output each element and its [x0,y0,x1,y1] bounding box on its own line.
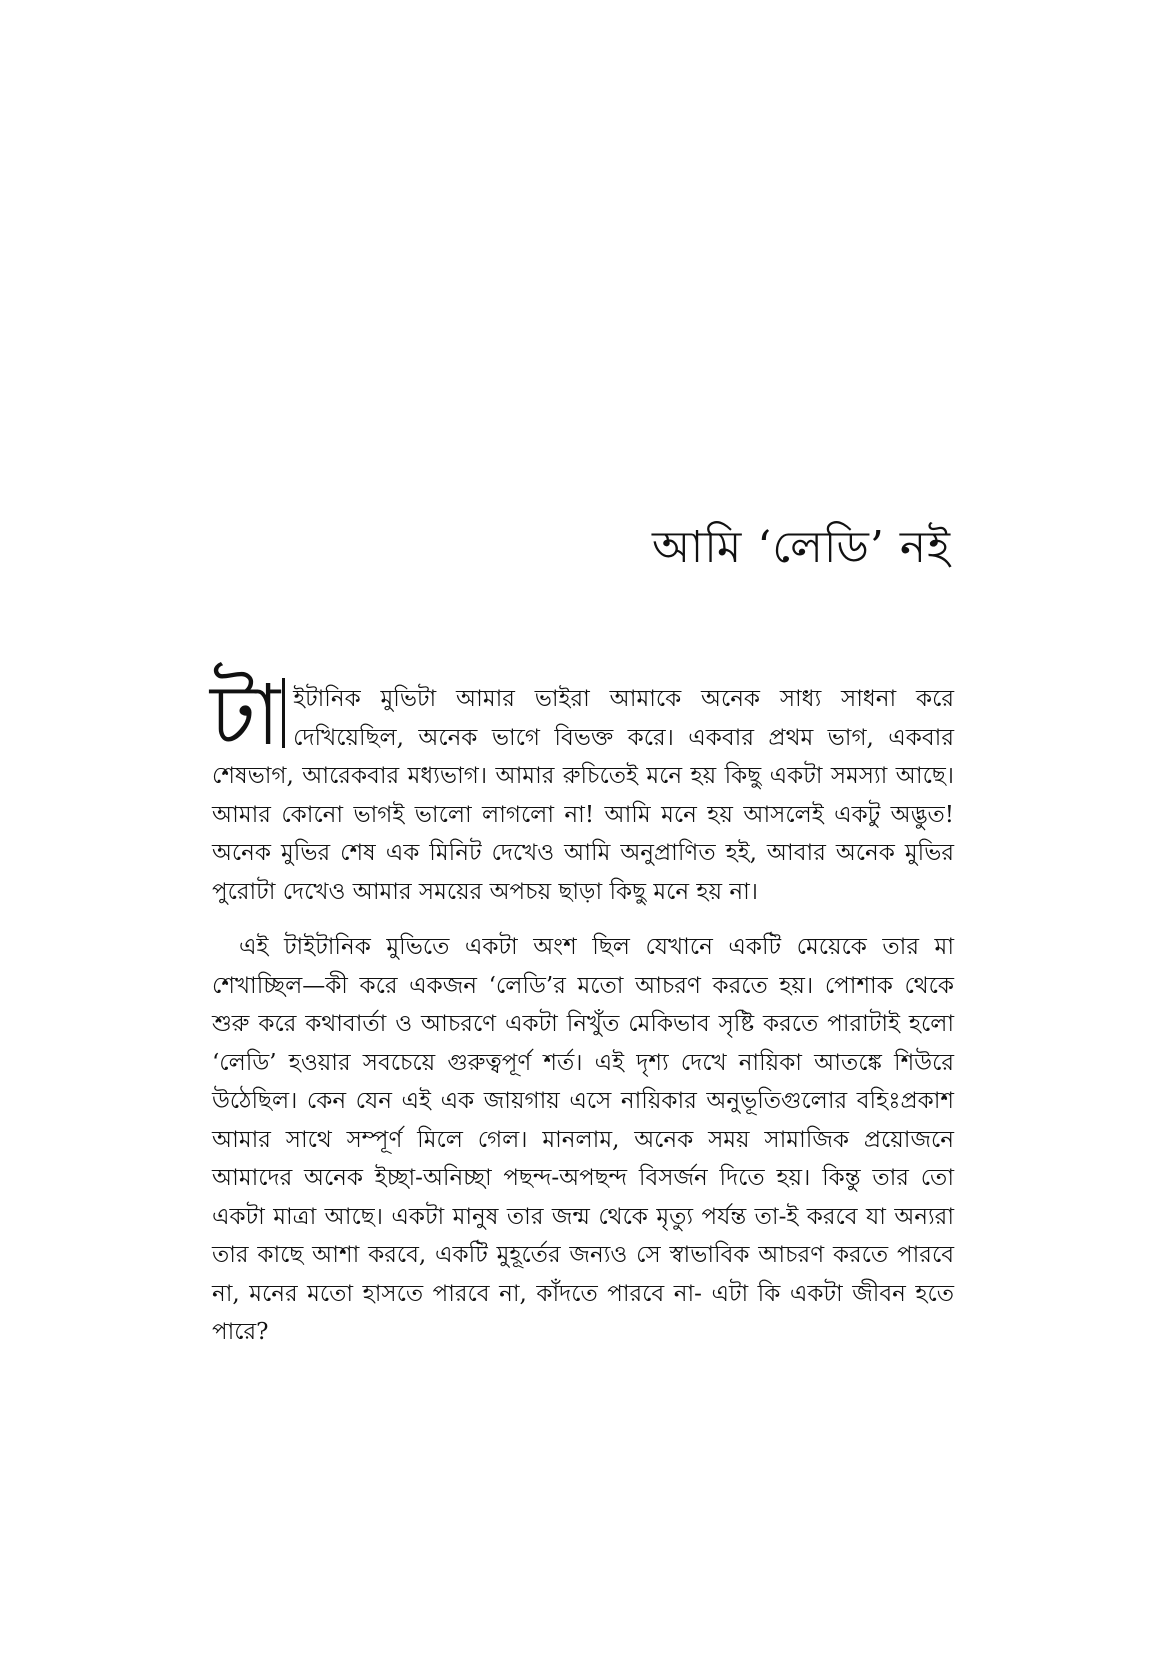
paragraph-2: এই টাইটানিক মুভিতে একটা অংশ ছিল যেখানে একটি মেয়েকে তার মা শেখাচ্ছিল—কী করে একজন ‘লেডি’র মতো আচরণ করতে হয়। পোশাক থেকে শুরু করে কথাবার্তা ও আচরণে একটা নিখুঁত মেকিভাব সৃষ্টি করতে পারাটাই হলো ‘লেডি’ হওয়ার সবচেয়ে গুরুত্বপূর্ণ শর্ত। এই দৃশ্য দেখে নায়িকা আতঙ্কে শিউরে উঠেছিল। কেন যেন এই এক জায়গায় এসে নায়িকার অনুভূতিগুলোর বহিঃপ্রকাশ আমার সাথে সম্পূর্ণ মিলে গেল। মানলাম, অনেক সময় সামাজিক প্রয়োজনে আমাদের অনেক ইচ্ছা-অনিচ্ছা পছন্দ-অপছন্দ বিসর্জন দিতে হয়। কিন্তু তার তো একটা মাত্রা আছে। একটা মানুষ তার জন্ম থেকে মৃত্যু পর্যন্ত তা-ই করবে যা অন্যরা তার কাছে আশা করবে, একটি মুহূর্তের জন্যও সে স্বাভাবিক আচরণ করতে পারবে না, মনের মতো হাসতে পারবে না, কাঁদতে পারবে না- এটা কি একটা জীবন হতে পারে? [212,934,954,1345]
paragraph-1-text: ইটানিক মুভিটা আমার ভাইরা আমাকে অনেক সাধ্য সাধনা করে দেখিয়েছিল, অনেক ভাগে বিভক্ত করে। একবার প্রথম ভাগ, একবার শেষভাগ, আরেকবার মধ্যভাগ। আমার রুচিতেই মনে হয় কিছু একটা সমস্যা আছে। আমার কোনো ভাগই ভালো লাগলো না! আমি মনে হয় আসলেই একটু অদ্ভুত! অনেক মুভির শেষ এক মিনিট দেখেও আমি অনুপ্রাণিত হই, আবার অনেক মুভির পুরোটা দেখেও আমার সময়ের অপচয় ছাড়া কিছু মনে হয় না। [212,686,954,905]
drop-cap: টা [210,678,285,748]
paragraph-1 [210,666,954,911]
chapter-title: আমি ‘লেডি’ নই [651,522,951,573]
chapter-body [210,666,954,1352]
